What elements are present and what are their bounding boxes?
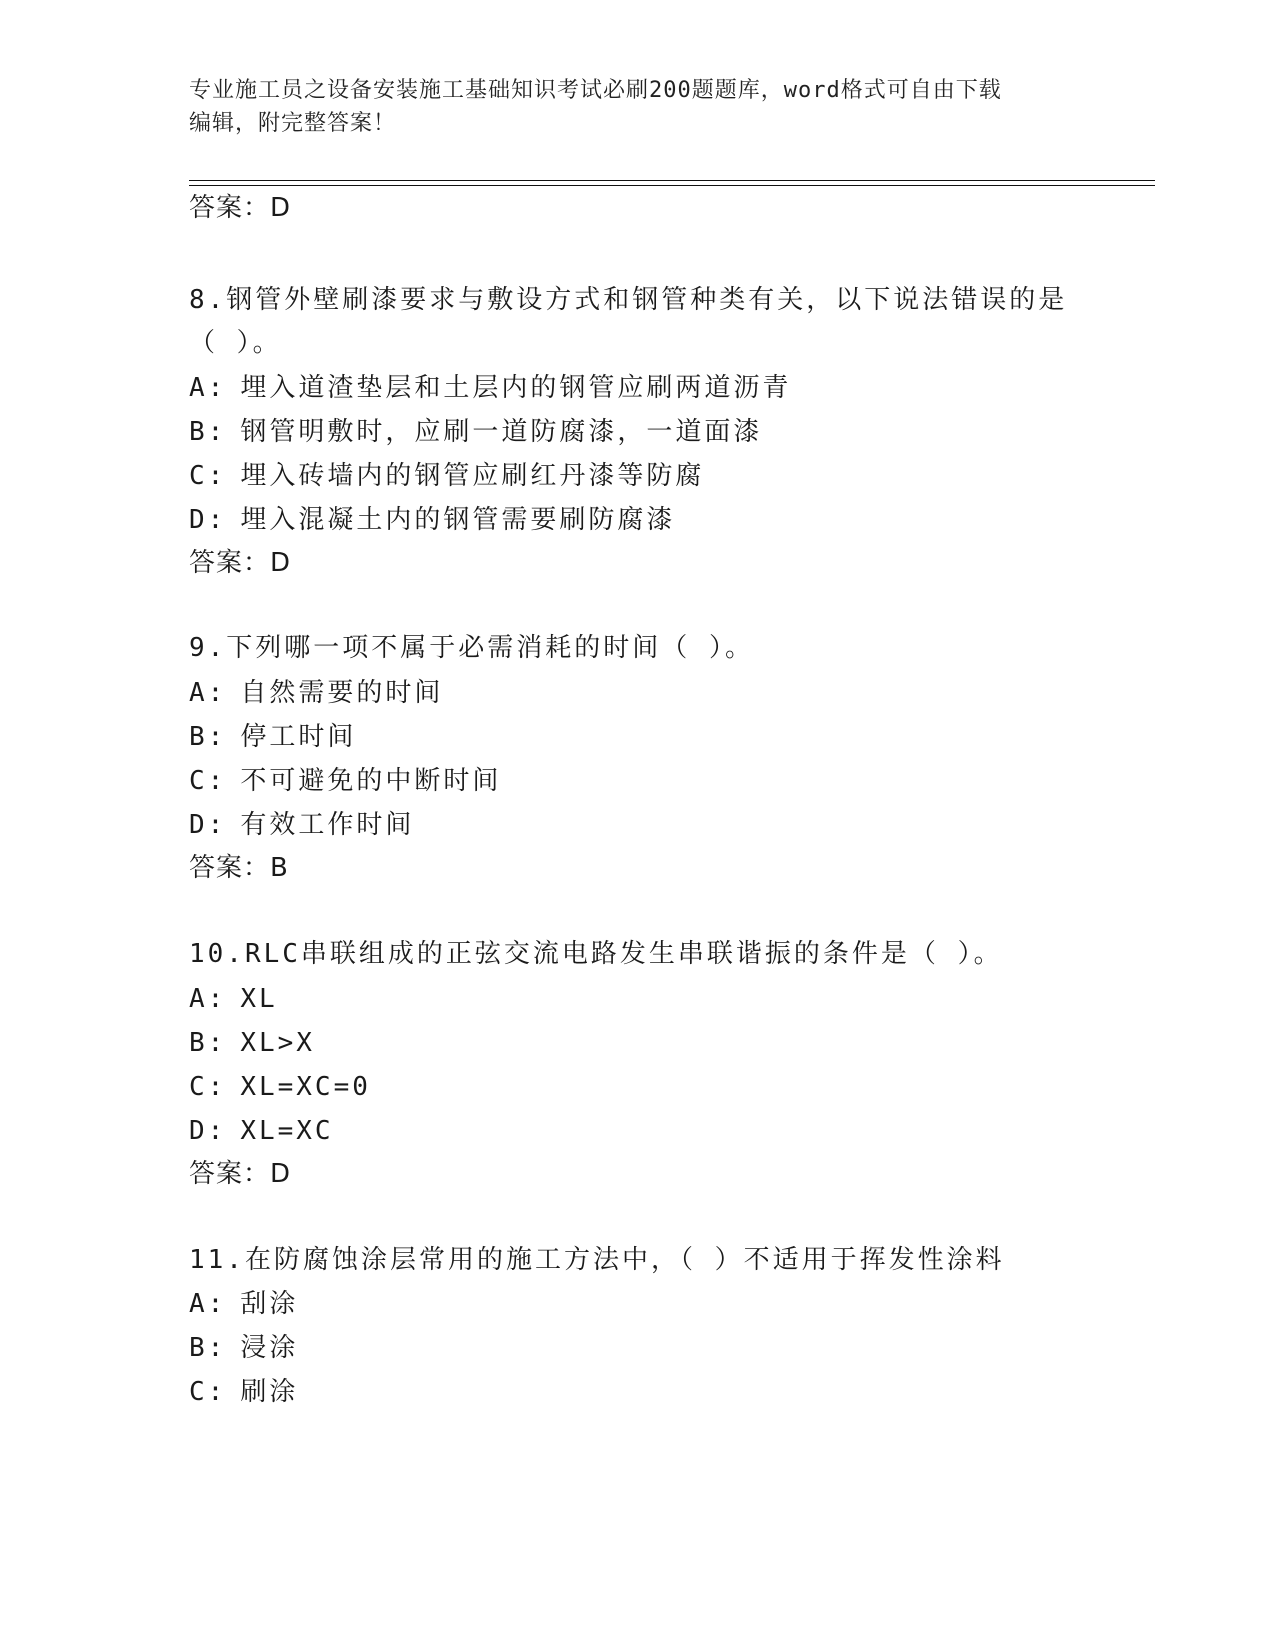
question-11-option-c [189, 1374, 298, 1410]
option-text: XL>X [240, 1028, 315, 1058]
option-label: B: [189, 722, 227, 752]
option-label: B: [189, 1333, 227, 1363]
question-9-answer: 答案：B [189, 853, 289, 883]
question-10-option-a [189, 981, 278, 1017]
question-11-option-a [189, 1286, 298, 1322]
option-text: 有效工作时间 [240, 810, 415, 840]
option-label: C: [189, 461, 227, 491]
option-label: A: [189, 678, 227, 708]
question-10-stem: 10.RLC串联组成的正弦交流电路发生串联谐振的条件是（ ）。 [189, 939, 1003, 969]
option-label: A: [189, 1289, 227, 1319]
header-line-1: 专业施工员之设备安装施工基础知识考试必刷200题题库，word格式可自由下载 [189, 78, 1002, 103]
option-text: 自然需要的时间 [240, 678, 444, 708]
option-text: 浸涂 [240, 1333, 299, 1363]
question-9-option-d [189, 807, 414, 843]
question-8-answer: 答案：D [189, 548, 292, 578]
question-8-option-c [189, 458, 704, 494]
question-9-stem: 9.下列哪一项不属于必需消耗的时间（ ）。 [189, 633, 754, 663]
option-label: D: [189, 810, 227, 840]
question-8-option-a [189, 370, 791, 406]
option-text: 埋入砖墙内的钢管应刷红丹漆等防腐 [240, 461, 705, 491]
option-text: XL=XC=0 [240, 1072, 371, 1102]
option-label: C: [189, 766, 227, 796]
option-label: B: [189, 417, 227, 447]
option-label: B: [189, 1028, 227, 1058]
option-text: 不可避免的中断时间 [240, 766, 502, 796]
option-text: 埋入道渣垫层和土层内的钢管应刷两道沥青 [240, 373, 792, 403]
question-9-option-b [189, 719, 356, 755]
option-text: 刮涂 [240, 1289, 299, 1319]
header-divider-top [189, 180, 1155, 181]
option-text: XL=XC [240, 1116, 334, 1146]
question-11-stem: 11.在防腐蚀涂层常用的施工方法中，（ ）不适用于挥发性涂料 [189, 1245, 1005, 1275]
option-text: 埋入混凝土内的钢管需要刷防腐漆 [240, 505, 676, 535]
question-10-answer: 答案：D [189, 1159, 292, 1189]
option-label: A: [189, 373, 227, 403]
header-line-2: 编辑，附完整答案！ [189, 111, 397, 136]
option-label: C: [189, 1377, 227, 1407]
option-text: 刷涂 [240, 1377, 299, 1407]
document-header [189, 74, 1089, 140]
prev-answer: 答案：D [189, 193, 292, 223]
option-label: D: [189, 505, 227, 535]
question-11-option-b [189, 1330, 298, 1366]
question-8-stem-continued: （ ）。 [189, 328, 282, 358]
question-8-stem: 8.钢管外壁刷漆要求与敷设方式和钢管种类有关，以下说法错误的是 [189, 285, 1068, 315]
option-text: 钢管明敷时，应刷一道防腐漆，一道面漆 [240, 417, 763, 447]
option-text: XL [240, 984, 278, 1014]
option-text: 停工时间 [240, 722, 357, 752]
question-8-option-d [189, 502, 675, 538]
question-10-option-b [189, 1025, 315, 1061]
question-9-option-c [189, 763, 501, 799]
option-label: A: [189, 984, 227, 1014]
header-divider-bottom [189, 185, 1155, 186]
question-8-option-b [189, 414, 762, 450]
question-10-option-d [189, 1113, 334, 1149]
option-label: C: [189, 1072, 227, 1102]
question-9-option-a [189, 675, 443, 711]
question-10-option-c [189, 1069, 371, 1105]
option-label: D: [189, 1116, 227, 1146]
